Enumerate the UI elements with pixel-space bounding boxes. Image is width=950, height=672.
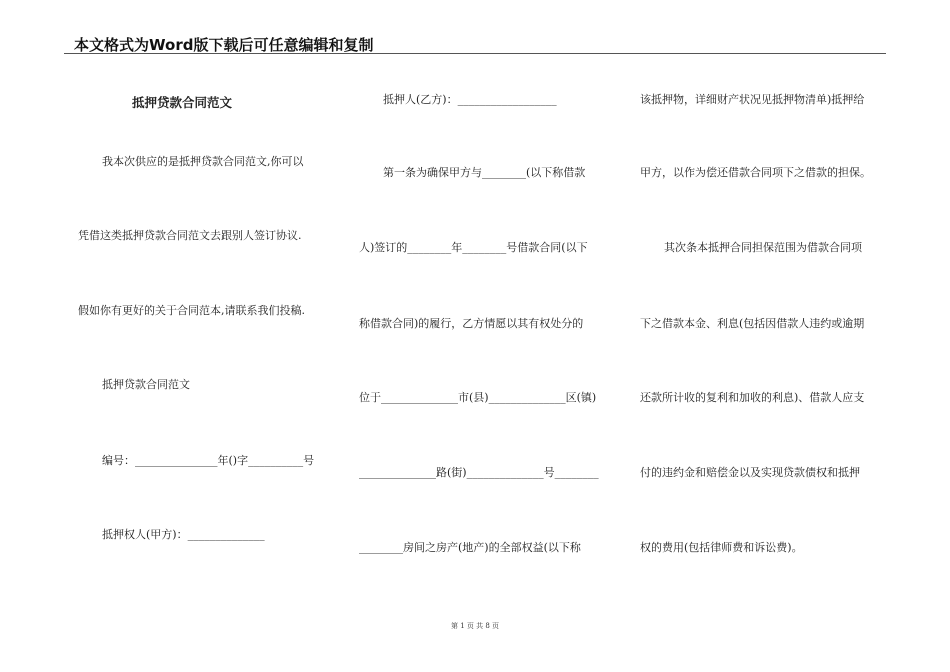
header-divider — [64, 53, 886, 54]
paragraph-line: ______________路(街)______________号________ — [359, 466, 599, 479]
paragraph-line: 该抵押物，详细财产状况见抵押物清单)抵押给 — [640, 93, 865, 106]
paragraph-line: 抵押贷款合同范文 — [102, 378, 190, 391]
paragraph-line: 称借款合同)的履行，乙方情愿以其有权处分的 — [359, 317, 584, 330]
paragraph-line: 假如你有更好的关于合同范本,请联系我们投稿. — [78, 304, 305, 317]
paragraph-line: 付的违约金和赔偿金以及实现贷款债权和抵押 — [640, 466, 860, 479]
paragraph-line: 其次条本抵押合同担保范围为借款合同项 — [664, 241, 862, 254]
document-header-title: 本文格式为Word版下载后可任意编辑和复制 — [74, 36, 374, 54]
mortgagor-line: 抵押人(乙方)：__________________ — [383, 93, 557, 106]
paragraph-line: 位于______________市(县)______________区(镇) — [359, 391, 597, 404]
paragraph-line: 凭借这类抵押贷款合同范文去跟别人签订协议. — [78, 229, 302, 242]
paragraph-line: 甲方，以作为偿还借款合同项下之借款的担保。 — [640, 166, 871, 179]
paragraph-line: 权的费用(包括律师费和诉讼费)。 — [640, 541, 803, 554]
paragraph-line: 我本次供应的是抵押贷款合同范文,你可以 — [102, 155, 304, 168]
contract-number-line: 编号：_______________年()字__________号 — [102, 454, 315, 467]
document-title: 抵押贷款合同范文 — [132, 95, 233, 110]
paragraph-line: ________房间之房产(地产)的全部权益(以下称 — [359, 541, 581, 554]
paragraph-line: 还款所计收的复利和加收的利息)、借款人应支 — [640, 391, 865, 404]
paragraph-line: 第一条为确保甲方与________(以下称借款 — [383, 166, 586, 179]
mortgagee-line: 抵押权人(甲方)：______________ — [102, 528, 265, 541]
paragraph-line: 下之借款本金、利息(包括因借款人违约或逾期 — [640, 317, 865, 330]
page-number: 第 1 页 共 8 页 — [450, 622, 500, 630]
paragraph-line: 人)签订的________年________号借款合同(以下 — [359, 241, 588, 254]
